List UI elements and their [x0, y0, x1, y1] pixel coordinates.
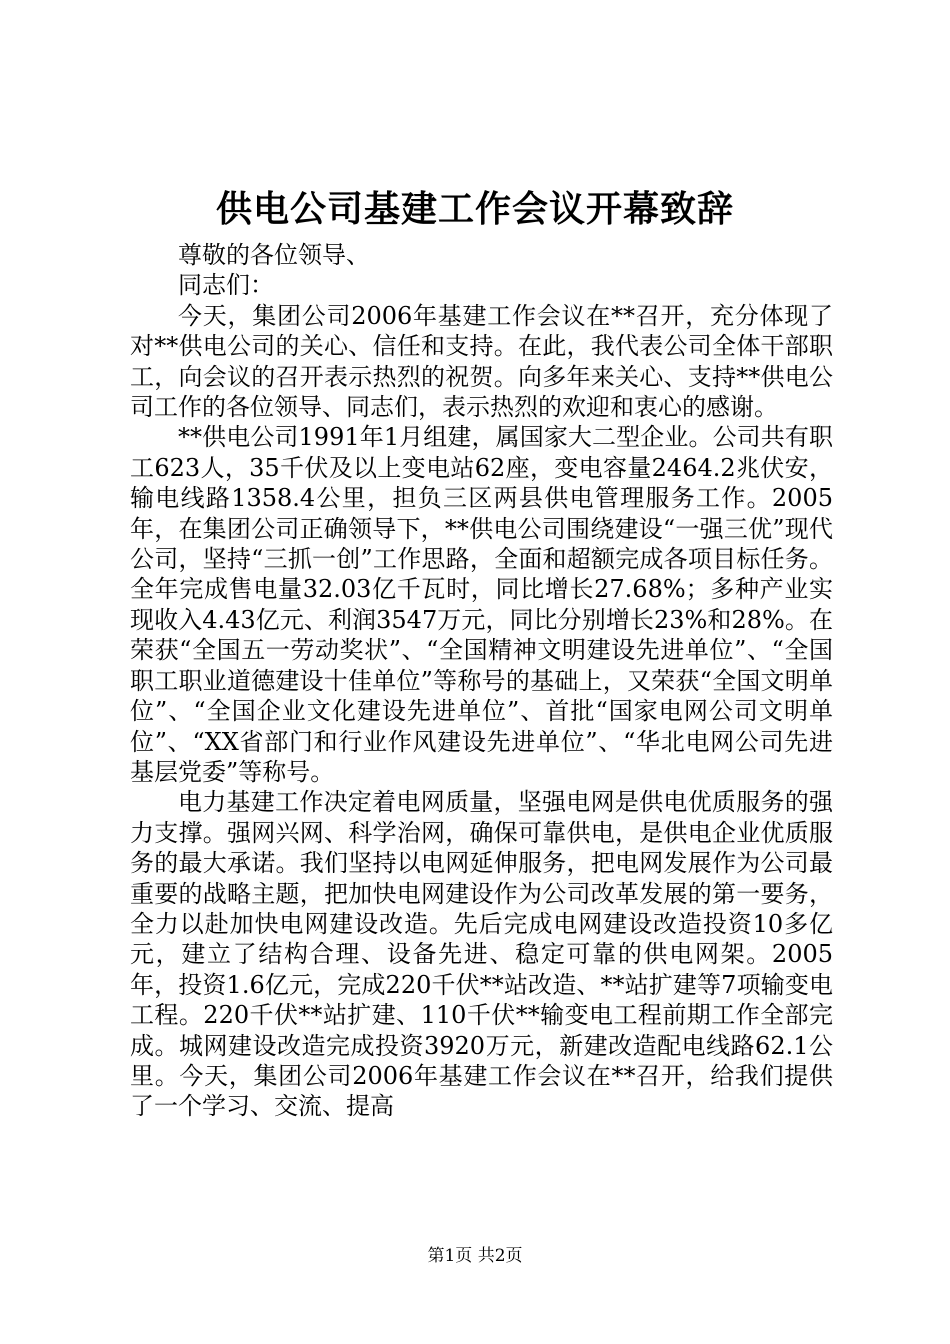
salutation-line: 尊敬的各位领导、 — [178, 241, 370, 269]
document-body — [130, 240, 833, 1122]
body-paragraph: 今天，集团公司2006年基建工作会议在**召开，充分体现了对**供电公司的关心、信任和支持。在此，我代表公司全体干部职工，向会议的召开表示热烈的祝贺。向多年来关心、支持**供电公司工作的各位领导、同志们，表示热烈的欢迎和衷心的感谢。 — [130, 301, 833, 422]
document-title: 供电公司基建工作会议开幕致辞 — [215, 188, 734, 230]
page-number-footer: 第1页 共2页 — [427, 1246, 523, 1266]
body-paragraph: 电力基建工作决定着电网质量，坚强电网是供电优质服务的强力支撑。强网兴网、科学治网，确保可靠供电，是供电企业优质服务的最大承诺。我们坚持以电网延伸服务，把电网发展作为公司最重要的战略主题，把加快电网建设作为公司改革发展的第一要务，全力以赴加快电网建设改造。先后完成电网建设改造投资10多亿元，建立了结构合理、设备先进、稳定可靠的供电网架。2005年，投资1.6亿元，完成220千伏**站改造、**站扩建等7项输变电工程。220千伏**站扩建、110千伏**输变电工程前期工作全部完成。城网建设改造完成投资3920万元，新建改造配电线路62.1公里。今天，集团公司2006年基建工作会议在**召开，给我们提供了一个学习、交流、提高 — [130, 788, 833, 1121]
salutation-line: 同志们： — [178, 271, 274, 300]
body-paragraph: **供电公司1991年1月组建，属国家大二型企业。公司共有职工623人，35千伏及以上变电站62座，变电容量2464.2兆伏安，输电线路1358.4公里，担负三区两县供电管理服务工作。2005年，在集团公司正确领导下，**供电公司围绕建设“一强三优”现代公司，坚持“三抓一创”工作思路，全面和超额完成各项目标任务。全年完成售电量32.03亿千瓦时，同比增长27.68%；多种产业实现收入4.43亿元、利润3547万元，同比分别增长23%和28%。在荣获“全国五一劳动奖状”、“全国精神文明建设先进单位”、“全国职工职业道德建设十佳单位”等称号的基础上，又荣获“全国文明单位”、“全国企业文化建设先进单位”、首批“国家电网公司文明单位”、“XX省部门和行业作风建设先进单位”、“华北电网公司先进基层党委”等称号。 — [130, 423, 833, 786]
